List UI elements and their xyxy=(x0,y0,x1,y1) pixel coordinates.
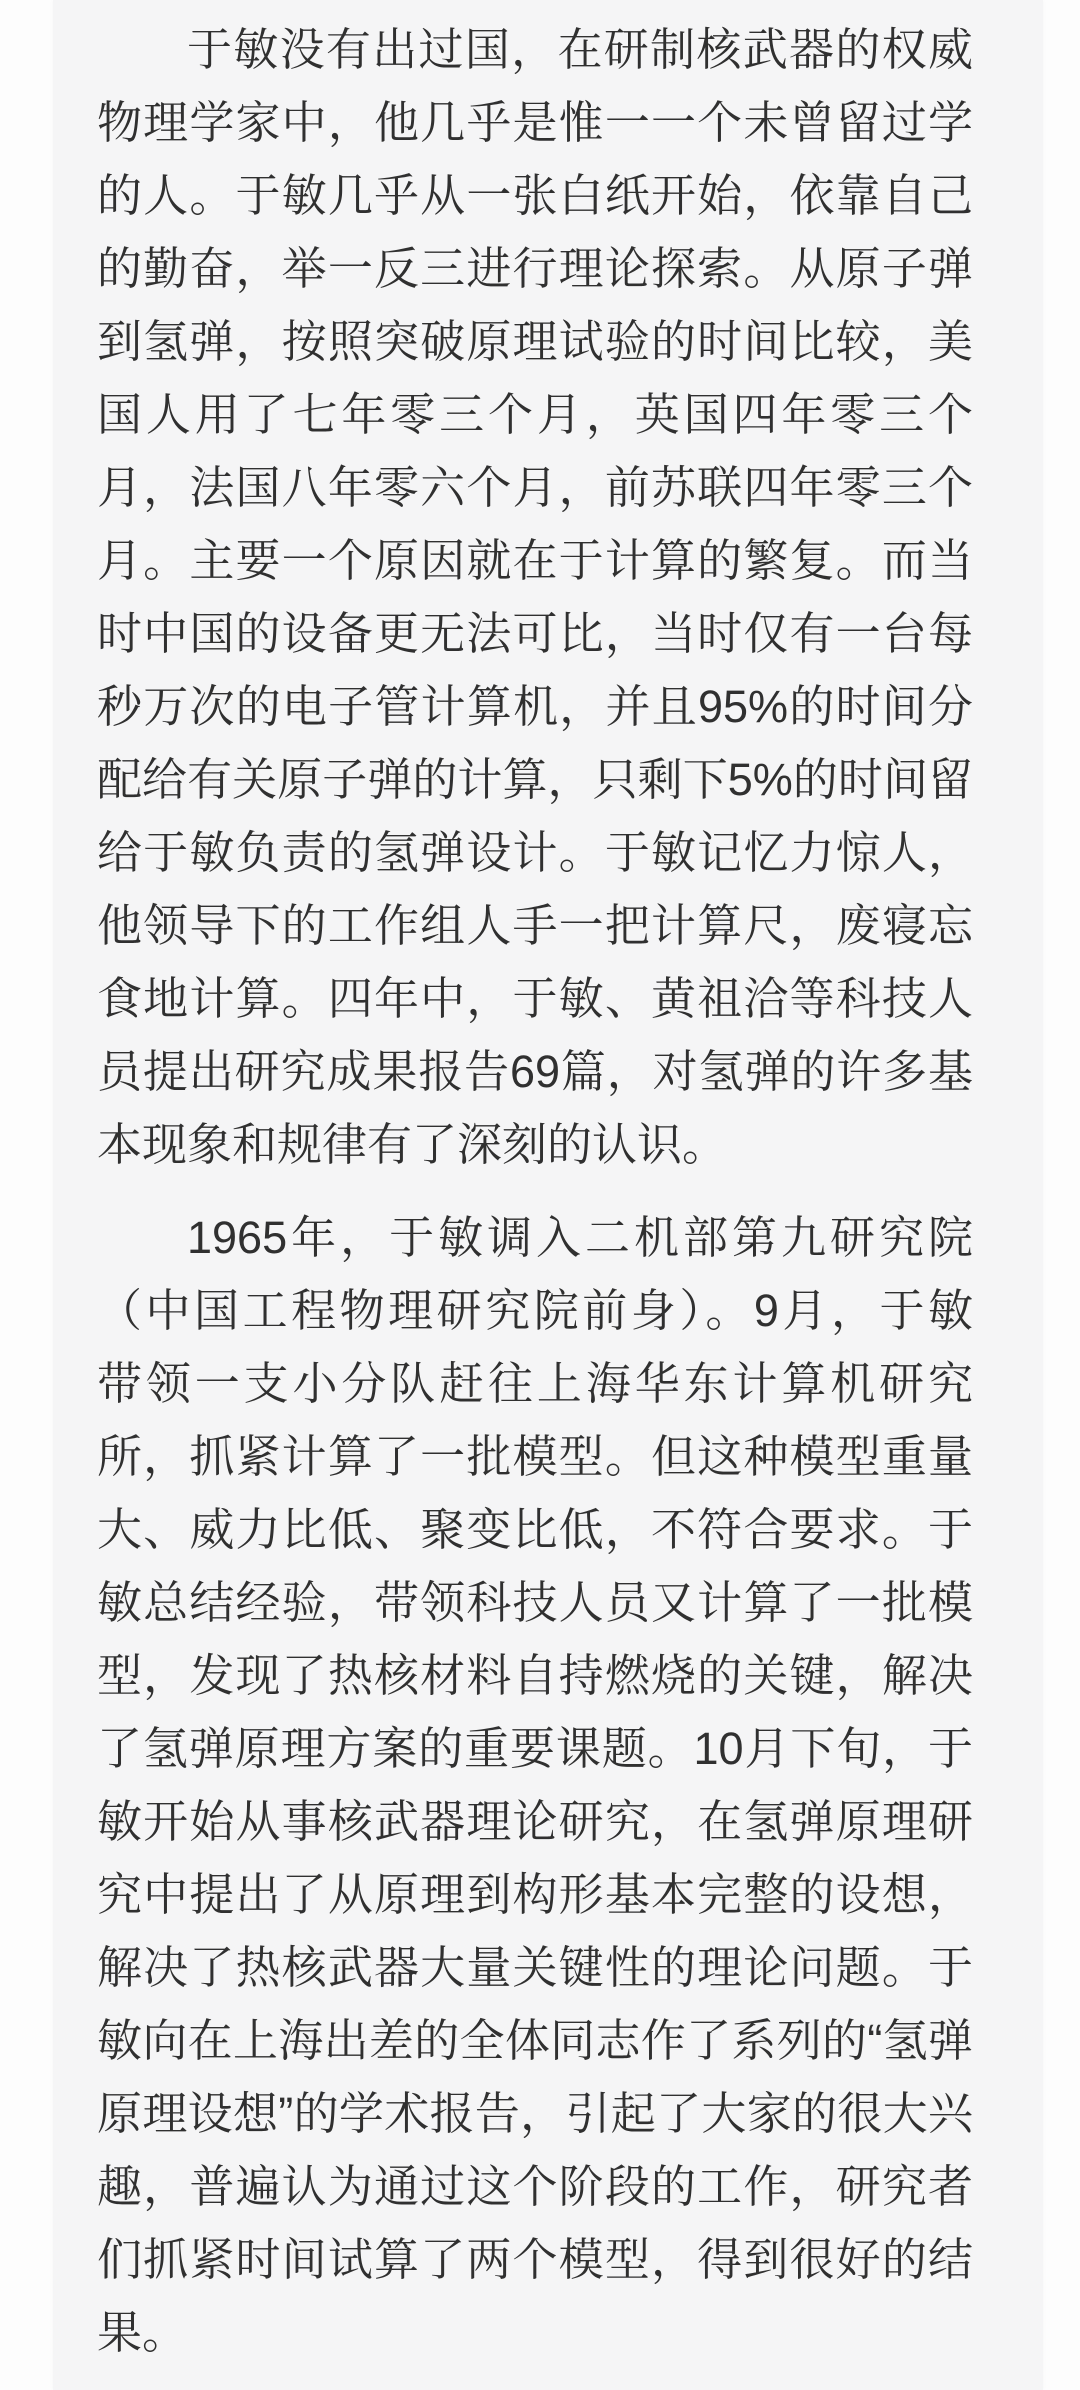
text-line: 带领一支小分队赶往上海华东计算机研究 xyxy=(97,1358,973,1409)
text-line: 物理学家中，他几乎是惟一一个未曾留过学 xyxy=(97,97,973,148)
text-line: 型，发现了热核材料自持燃烧的关键，解决 xyxy=(97,1650,973,1701)
text-line: 1965年，于敏调入二机部第九研究院 xyxy=(187,1212,973,1263)
paragraph-2 xyxy=(97,1201,973,2369)
text-line: 了氢弹原理方案的重要课题。10月下旬，于 xyxy=(97,1723,973,1774)
article-panel xyxy=(53,0,1043,2390)
article-body xyxy=(53,0,1043,2369)
text-line: 原理设想”的学术报告，引起了大家的很大兴 xyxy=(97,2088,973,2139)
text-line: 月。主要一个原因就在于计算的繁复。而当 xyxy=(97,535,973,586)
text-line: 到氢弹，按照突破原理试验的时间比较，美 xyxy=(97,316,973,367)
text-line: 的勤奋，举一反三进行理论探索。从原子弹 xyxy=(97,243,973,294)
text-line: 配给有关原子弹的计算，只剩下5%的时间留 xyxy=(97,754,973,805)
text-line: 时中国的设备更无法可比，当时仅有一台每 xyxy=(97,608,973,659)
text-line: 果。 xyxy=(97,2307,188,2358)
text-line: 解决了热核武器大量关键性的理论问题。于 xyxy=(97,1942,973,1993)
text-line: 敏总结经验，带领科技人员又计算了一批模 xyxy=(97,1577,973,1628)
text-line: 究中提出了从原理到构形基本完整的设想， xyxy=(97,1869,973,1920)
text-line: 敏向在上海出差的全体同志作了系列的“氢弹 xyxy=(97,2015,973,2066)
text-line: 们抓紧时间试算了两个模型，得到很好的结 xyxy=(97,2234,973,2285)
text-line: 于敏没有出过国，在研制核武器的权威 xyxy=(187,24,973,75)
text-line: 敏开始从事核武器理论研究，在氢弹原理研 xyxy=(97,1796,973,1847)
text-line: 国人用了七年零三个月，英国四年零三个 xyxy=(97,389,973,440)
text-line: 本现象和规律有了深刻的认识。 xyxy=(97,1119,728,1170)
text-line: 趣，普遍认为通过这个阶段的工作，研究者 xyxy=(97,2161,973,2212)
text-line: 秒万次的电子管计算机，并且95%的时间分 xyxy=(97,681,973,732)
paragraph-1 xyxy=(97,13,973,1181)
text-line: 月，法国八年零六个月，前苏联四年零三个 xyxy=(97,462,973,513)
text-line: 的人。于敏几乎从一张白纸开始，依靠自己 xyxy=(97,170,973,221)
text-line: 食地计算。四年中，于敏、黄祖洽等科技人 xyxy=(97,973,973,1024)
text-line: 大、威力比低、聚变比低，不符合要求。于 xyxy=(97,1504,973,1555)
text-line: （中国工程物理研究院前身）。9月，于敏 xyxy=(97,1285,973,1336)
text-line: 员提出研究成果报告69篇，对氢弹的许多基 xyxy=(97,1046,973,1097)
text-line: 给于敏负责的氢弹设计。于敏记忆力惊人， xyxy=(97,827,973,878)
text-line: 他领导下的工作组人手一把计算尺，废寝忘 xyxy=(97,900,973,951)
text-line: 所，抓紧计算了一批模型。但这种模型重量 xyxy=(97,1431,973,1482)
